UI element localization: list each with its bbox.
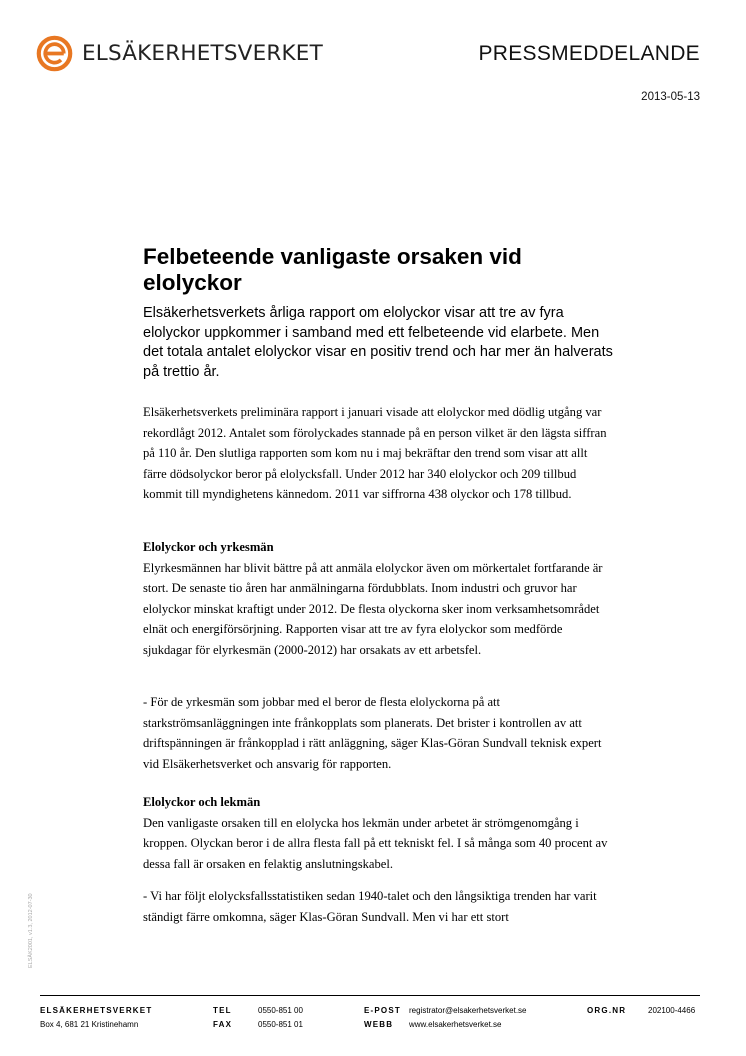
quote-paragraph-2: - Vi har följt elolycksfallsstatistiken sedan 1940-talet och den långsiktiga trenden har varit ständigt färre omkomna, säger Klas-Göran Sundvall. Men vi har ett stort xyxy=(143,889,597,924)
paragraph-yrkesman: Elyrkesmännen har blivit bättre på att anmäla elolyckor även om mörkertalet fortfarande är stort. De senaste tio åren har anmälningarna fördubblats. Inom industri och gruvor har elolyckor minskat kraftigt under 2012. De flesta olyckorna sker inom verksamhetsområdet elnät och energiförsörjning. Rapporten visar att tre av fyra elolyckor som medförde sjukdagar för elyrkesmän (2000-2012) har orsakats av ett arbetsfel. xyxy=(143,560,603,657)
paragraph-lekman: Den vanligaste orsaken till en elolycka hos lekmän under arbetet är strömgenomgång i kroppen. Olyckan beror i de allra flesta fall på ett tekniskt fel. I så många som 40 procent av dessa fall är orsaken en felaktig anslutningskabel. xyxy=(143,815,608,871)
document-type: PRESSMEDDELANDE xyxy=(478,42,700,65)
footer-web-link[interactable]: www.elsakerhetsverket.se xyxy=(409,1020,502,1029)
elsakerhetsverket-logo-icon xyxy=(36,35,73,72)
section-lekman xyxy=(143,792,613,874)
footer-orgnr-label xyxy=(587,1004,626,1018)
footer-org xyxy=(40,1004,152,1032)
footer-org-name: ELSÄKERHETSVERKET xyxy=(40,1006,153,1015)
footer-phone-values xyxy=(258,1004,303,1032)
footer-web-label: WEBB xyxy=(364,1020,394,1029)
paragraph-intro: Elsäkerhetsverkets preliminära rapport i januari visade att elolyckor med dödlig utgång var rekordlågt 2012. Antalet som förolyckades stannade på en person vilket är den lägsta siffran på 110 år. Den slutliga rapporten som kom nu i maj bekräftar den trend som visar att allt färre dödsolyckor beror på elolycksfall. Under 2012 har 340 elolyckor och 209 tillbud kommit till myndighetens kännedom. 2011 var siffrorna 438 olyckor och 178 tillbud. xyxy=(143,405,607,501)
footer-contact-labels xyxy=(364,1004,401,1032)
footer-email-link[interactable]: registrator@elsakerhetsverket.se xyxy=(409,1006,527,1015)
footer-orgnr xyxy=(648,1004,695,1018)
footer-contact-values xyxy=(409,1004,527,1032)
footer-tel-label: TEL xyxy=(213,1006,232,1015)
footer-email-label: E-POST xyxy=(364,1006,401,1015)
section-yrkesman xyxy=(143,537,613,660)
document-date: 2013-05-13 xyxy=(641,91,700,103)
subheading-lekman: Elolyckor och lekmän xyxy=(143,795,261,809)
footer-address: Box 4, 681 21 Kristinehamn xyxy=(40,1020,139,1029)
headline: Felbeteende vanligaste orsaken vid elolyckor xyxy=(143,244,522,295)
footer-fax: 0550-851 01 xyxy=(258,1020,303,1029)
brand-name: ELSÄKERHETSVERKET xyxy=(82,40,323,66)
footer-tel: 0550-851 00 xyxy=(258,1006,303,1015)
footer-phone-labels xyxy=(213,1004,232,1032)
footer-divider xyxy=(40,995,700,996)
footer-orgnr-value: 202100-4466 xyxy=(648,1006,696,1015)
footer-orgnr-label-text: ORG.NR xyxy=(587,1006,627,1015)
side-document-code: ELSÄK2001, v1.3, 2012-07-30 xyxy=(28,893,34,968)
footer-fax-label: FAX xyxy=(213,1020,233,1029)
quote-paragraph-1: - För de yrkesmän som jobbar med el beror de flesta elolyckorna på att starkströmsanläggningen inte frånkopplats som planerats. Det brister i kontrollen av att driftspänningen är frånkopplad i rätt anläggning, säger Klas-Göran Sundvall teknisk expert vid Elsäkerhetsverket och ansvarig för rapporten. xyxy=(143,695,602,771)
lead-paragraph: Elsäkerhetsverkets årliga rapport om elolyckor visar att tre av fyra elolyckor uppkommer i samband med ett felbeteende vid elarbete. Men det totala antalet elolyckor visar en positiv trend och har mer än halverats på trettio år. xyxy=(143,305,613,380)
brand-logo xyxy=(36,35,323,72)
subheading-yrkesman: Elolyckor och yrkesmän xyxy=(143,540,274,554)
